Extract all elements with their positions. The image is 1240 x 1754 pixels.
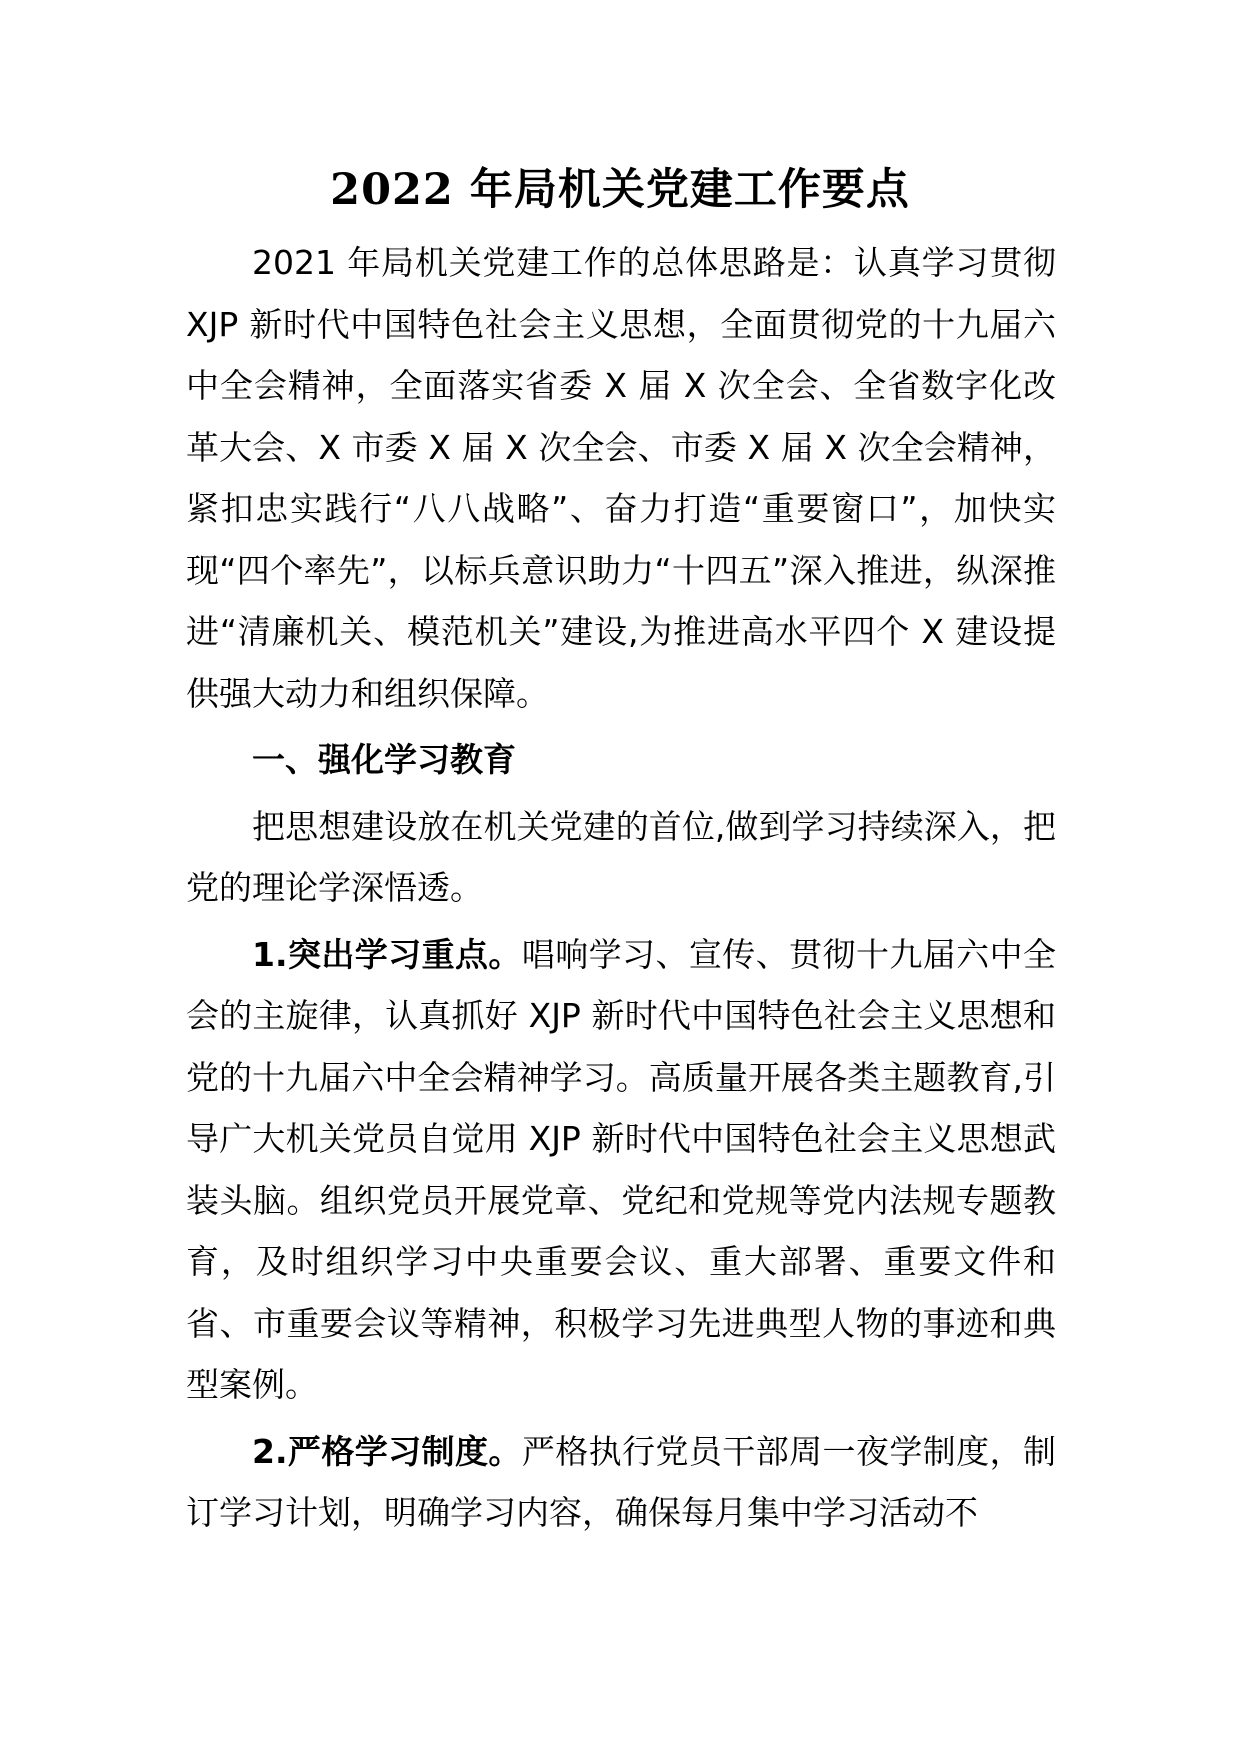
document-body <box>186 232 1056 1544</box>
item-1-paragraph <box>186 924 1056 1416</box>
item-1-text: 唱响学习、宣传、贯彻十九届六中全会的主旋律，认真抓好 XJP 新时代中国特色社会主义思想和党的十九届六中全会精神学习。高质量开展各类主题教育,引导广大机关党员自觉用 XJP 新时代中国特色社会主义思想武装头脑。组织党员开展党章、党纪和党规等党内法规专题教育，及时组织学习中央重要会议、重大部署、重要文件和省、市重要会议等精神，积极学习先进典型人物的事迹和典型案例。 <box>186 934 1057 1404</box>
intro-paragraph: 2021 年局机关党建工作的总体思路是：认真学习贯彻 XJP 新时代中国特色社会主义思想，全面贯彻党的十九届六中全会精神，全面落实省委 X 届 X 次全会、全省数字化改革大会、X 市委 X 届 X 次全会、市委 X 届 X 次全会精神，紧扣忠实践行“八八战略”、奋力打造“重要窗口”，加快实现“四个率先”，以标兵意识助力“十四五”深入推进，纵深推进“清廉机关、模范机关”建设,为推进高水平四个 X 建设提供强大动力和组织保障。 <box>186 243 1056 713</box>
item-2-text: 严格执行党员干部周一夜学制度，制订学习计划，明确学习内容，确保每月集中学习活动不 <box>186 1431 1057 1532</box>
item-1-lead: 1.突出学习重点。 <box>252 934 522 974</box>
document-title: 2022 年局机关党建工作要点 <box>330 165 910 215</box>
section-heading-1: 一、强化学习教育 <box>252 740 516 779</box>
section-1-intro-paragraph: 把思想建设放在机关党建的首位,做到学习持续深入，把党的理论学深悟透。 <box>186 806 1056 907</box>
item-2-lead: 2.严格学习制度。 <box>252 1431 522 1471</box>
item-2-paragraph <box>186 1421 1056 1544</box>
